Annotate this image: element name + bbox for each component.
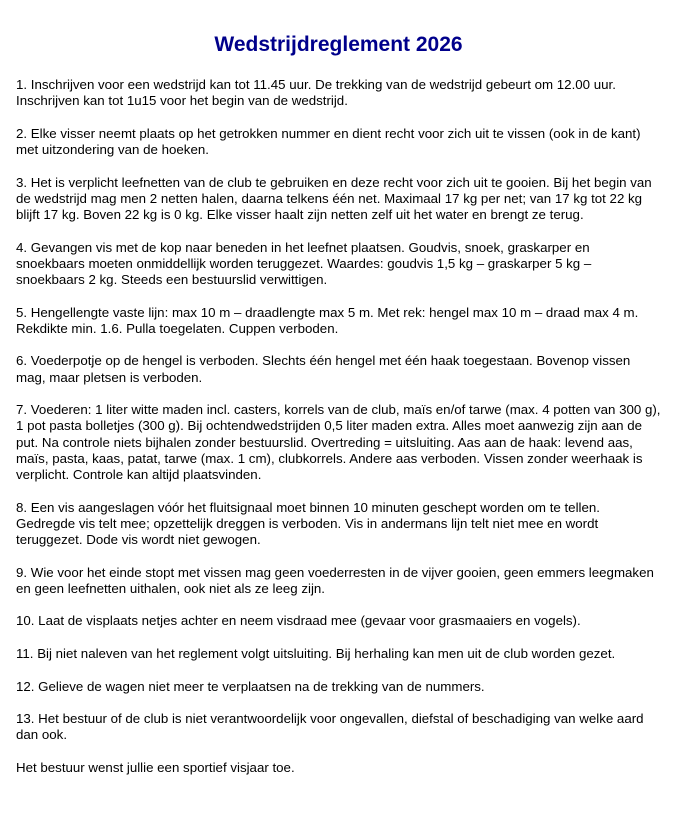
rule-item: 8. Een vis aangeslagen vóór het fluitsignaal moet binnen 10 minuten geschept worden om te tellen. Gedregde vis telt mee; opzettelijk dreggen is verboden. Vis in andermans lijn telt niet mee en wordt teruggezet. Dode vis wordt niet gewogen. [16,499,600,547]
rule-item: 11. Bij niet naleven van het reglement volgt uitsluiting. Bij herhaling kan men uit de club worden gezet. [16,645,616,661]
rules-list [16,77,661,744]
rule-item: 7. Voederen: 1 liter witte maden incl. casters, korrels van de club, maïs en/of tarwe (max. 4 potten van 300 g), 1 pot pasta bolletjes (300 g). Bij ochtendwedstrijden 0,5 liter maden extra. Alles moet aanwezig zijn aan de put. Na controle niets bijhalen zonder bestuurslid. Overtreding = uitsluiting. Aas aan de haak: levend aas, maïs, pasta, kaas, patat, tarwe (max. 1 cm), clubkorrels. Andere aas verboden. Vissen zonder weerhaak is verplicht. Controle kan altijd plaatsvinden. [16,402,661,482]
closing-message: Het bestuur wenst jullie een sportief visjaar toe. [16,759,295,775]
rule-item: 2. Elke visser neemt plaats op het getrokken nummer en dient recht voor zich uit te vissen (ook in de kant) met uitzondering van de hoeken. [16,125,641,157]
rule-item: 13. Het bestuur of de club is niet verantwoordelijk voor ongevallen, diefstal of beschadiging van welke aard dan ook. [16,711,644,743]
rule-item: 4. Gevangen vis met de kop naar beneden in het leefnet plaatsen. Goudvis, snoek, graskarper en snoekbaars moeten onmiddellijk worden teruggezet. Waardes: goudvis 1,5 kg – graskarper 5 kg – snoekbaars 2 kg. Steeds een bestuurslid verwittigen. [16,239,592,287]
rule-item: 1. Inschrijven voor een wedstrijd kan tot 11.45 uur. De trekking van de wedstrijd gebeurt om 12.00 uur. Inschrijven kan tot 1u15 voor het begin van de wedstrijd. [16,77,616,109]
regulations-document [0,33,677,776]
document-title: Wedstrijdreglement 2026 [214,33,463,56]
rule-item: 5. Hengellengte vaste lijn: max 10 m – draadlengte max 5 m. Met rek: hengel max 10 m – draad max 4 m. Rekdikte min. 1.6. Pulla toegelaten. Cuppen verboden. [16,304,639,336]
rule-item: 3. Het is verplicht leefnetten van de club te gebruiken en deze recht voor zich uit te gooien. Bij het begin van de wedstrijd mag men 2 netten halen, daarna telkens één net. Maximaal 17 kg per net; van 17 kg tot 22 kg blijft 17 kg. Boven 22 kg is 0 kg. Elke visser haalt zijn netten zelf uit het water en brengt ze terug. [16,174,652,222]
rule-item: 6. Voederpotje op de hengel is verboden. Slechts één hengel met één haak toegestaan. Bovenop vissen mag, maar pletsen is verboden. [16,353,631,385]
rule-item: 12. Gelieve de wagen niet meer te verplaatsen na de trekking van de nummers. [16,678,485,694]
rule-item: 9. Wie voor het einde stopt met vissen mag geen voederresten in de vijver gooien, geen emmers leegmaken en geen leefnetten uithalen, ook niet als ze leeg zijn. [16,564,654,596]
rule-item: 10. Laat de visplaats netjes achter en neem visdraad mee (gevaar voor grasmaaiers en vogels). [16,613,581,629]
